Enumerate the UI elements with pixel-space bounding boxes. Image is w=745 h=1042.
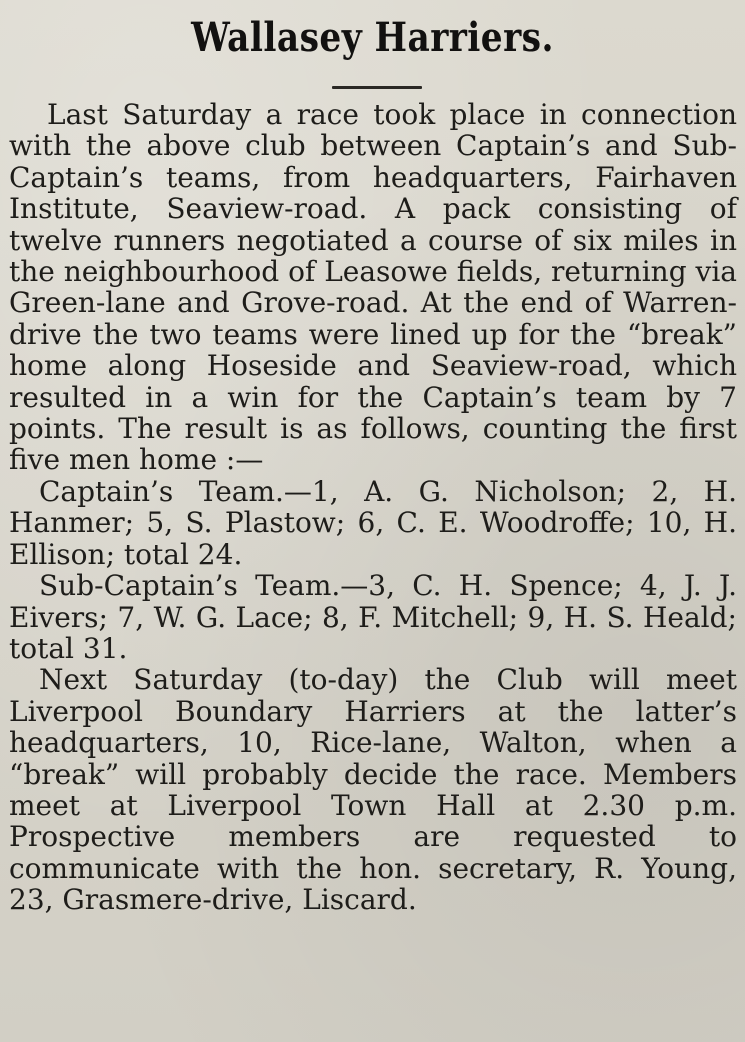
article-body bbox=[9, 99, 737, 916]
next-saturday-paragraph: Next Saturday (to-day) the Club will meet Liverpool Boundary Harriers at the latter’s headquarters, 10, Rice-lane, Walton, when a “break” will probably decide the race. Members meet at Liverpool Town Hall at 2.30 p.m. Prospective members are requested to communicate with the hon. secretary, R. Young, 23, Grasmere-drive, Liscard. bbox=[9, 663, 737, 917]
headline-divider bbox=[332, 86, 422, 89]
article-headline: Wallasey Harriers. bbox=[191, 14, 554, 61]
sub-captains-team-result: Sub-Captain’s Team.—3, C. H. Spence; 4, J. J. Eivers; 7, W. G. Lace; 8, F. Mitchell; 9, H. S. Heald; total 31. bbox=[9, 569, 737, 665]
captains-team-result: Captain’s Team.—1, A. G. Nicholson; 2, H. Hanmer; 5, S. Plastow; 6, C. E. Woodroffe; 10, H. Ellison; total 24. bbox=[9, 474, 737, 571]
intro-paragraph: Last Saturday a race took place in connection with the above club between Captain’s and Sub-Captain’s teams, from headquarters, Fairhaven Institute, Seaview-road. A pack consisting of twelve runners negotiated a course of six miles in the neighbourhood of Leasowe fields, returning via Green-lane and Grove-road. At the end of Warren-drive the two teams were lined up for the “break” home along Hoseside and Seaview-road, which resulted in a win for the Captain’s team by 7 points. The result is as follows, counting the first five men home :— bbox=[9, 98, 737, 477]
